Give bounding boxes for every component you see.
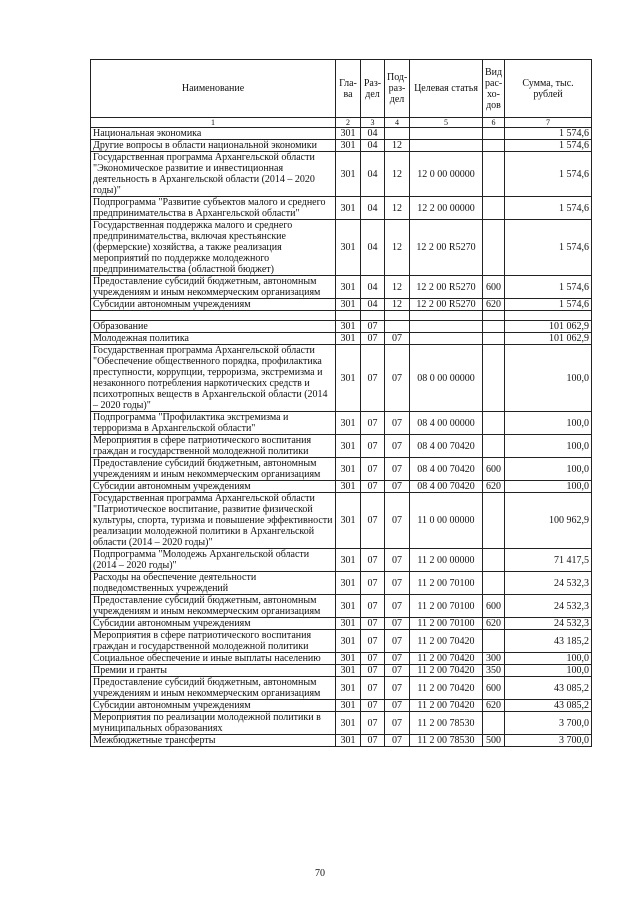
table-row xyxy=(91,321,592,333)
row-sum: 43 085,2 xyxy=(505,677,592,700)
table-row xyxy=(91,735,592,747)
row-sum: 100,0 xyxy=(505,345,592,412)
row-podrazdel xyxy=(385,128,410,140)
row-target xyxy=(410,128,483,140)
blank-cell xyxy=(361,311,385,321)
row-vid xyxy=(483,630,505,653)
row-sum: 100 962,9 xyxy=(505,493,592,549)
header-razdel: Раз-дел xyxy=(361,60,385,118)
row-target: 11 2 00 70100 xyxy=(410,572,483,595)
row-target: 11 2 00 70420 xyxy=(410,700,483,712)
row-razdel: 07 xyxy=(361,653,385,665)
row-sum: 101 062,9 xyxy=(505,321,592,333)
row-name: Другие вопросы в области национальной экономики xyxy=(91,140,336,152)
row-vid xyxy=(483,321,505,333)
table-row xyxy=(91,140,592,152)
row-name: Расходы на обеспечение деятельности подведомственных учреждений xyxy=(91,572,336,595)
row-target: 12 2 00 00000 xyxy=(410,197,483,220)
row-sum: 101 062,9 xyxy=(505,333,592,345)
row-name: Премии и гранты xyxy=(91,665,336,677)
column-number-row xyxy=(91,118,592,128)
row-target: 12 0 00 00000 xyxy=(410,152,483,197)
row-podrazdel: 07 xyxy=(385,712,410,735)
row-razdel: 07 xyxy=(361,321,385,333)
row-glava: 301 xyxy=(336,152,361,197)
row-target xyxy=(410,140,483,152)
row-name: Субсидии автономным учреждениям xyxy=(91,481,336,493)
row-glava: 301 xyxy=(336,595,361,618)
table-row xyxy=(91,333,592,345)
row-sum: 1 574,6 xyxy=(505,276,592,299)
row-podrazdel: 12 xyxy=(385,299,410,311)
row-vid: 600 xyxy=(483,276,505,299)
row-razdel: 07 xyxy=(361,458,385,481)
row-razdel: 07 xyxy=(361,700,385,712)
row-glava: 301 xyxy=(336,677,361,700)
table-row xyxy=(91,630,592,653)
row-name: Предоставление субсидий бюджетным, автономным учреждениям и иным некоммерческим организациям xyxy=(91,677,336,700)
row-target: 11 2 00 00000 xyxy=(410,549,483,572)
row-vid xyxy=(483,412,505,435)
budget-table xyxy=(90,59,592,747)
row-vid xyxy=(483,435,505,458)
row-target: 08 4 00 70420 xyxy=(410,458,483,481)
row-name: Молодежная политика xyxy=(91,333,336,345)
row-razdel: 07 xyxy=(361,345,385,412)
row-name: Социальное обеспечение и иные выплаты населению xyxy=(91,653,336,665)
row-sum: 1 574,6 xyxy=(505,299,592,311)
row-target: 08 4 00 70420 xyxy=(410,481,483,493)
row-name: Субсидии автономным учреждениям xyxy=(91,700,336,712)
row-target: 08 4 00 00000 xyxy=(410,412,483,435)
row-name: Государственная программа Архангельской области "Обеспечение общественного порядка, профилактика преступности, коррупции, терроризма, экстремизма и незаконного потребления наркотических средств и психотропных веществ в Архангельской области (2014 – 2020 годы)" xyxy=(91,345,336,412)
row-glava: 301 xyxy=(336,128,361,140)
row-glava: 301 xyxy=(336,276,361,299)
row-vid xyxy=(483,140,505,152)
row-podrazdel: 07 xyxy=(385,653,410,665)
row-vid xyxy=(483,572,505,595)
row-podrazdel: 07 xyxy=(385,549,410,572)
row-podrazdel: 12 xyxy=(385,152,410,197)
row-target xyxy=(410,333,483,345)
table-row xyxy=(91,197,592,220)
row-target: 11 2 00 78530 xyxy=(410,712,483,735)
col-number: 4 xyxy=(385,118,410,128)
row-name: Образование xyxy=(91,321,336,333)
row-razdel: 07 xyxy=(361,665,385,677)
row-glava: 301 xyxy=(336,700,361,712)
row-razdel: 04 xyxy=(361,299,385,311)
row-vid: 620 xyxy=(483,700,505,712)
row-vid: 500 xyxy=(483,735,505,747)
table-header-row xyxy=(91,60,592,118)
row-razdel: 04 xyxy=(361,140,385,152)
table-row xyxy=(91,152,592,197)
row-podrazdel: 07 xyxy=(385,333,410,345)
row-sum: 24 532,3 xyxy=(505,595,592,618)
row-podrazdel: 12 xyxy=(385,276,410,299)
row-vid xyxy=(483,345,505,412)
row-vid: 600 xyxy=(483,458,505,481)
row-razdel: 07 xyxy=(361,412,385,435)
row-sum: 43 085,2 xyxy=(505,700,592,712)
row-podrazdel xyxy=(385,321,410,333)
row-glava: 301 xyxy=(336,493,361,549)
row-glava: 301 xyxy=(336,630,361,653)
row-vid: 600 xyxy=(483,677,505,700)
row-vid: 620 xyxy=(483,299,505,311)
table-row xyxy=(91,299,592,311)
row-glava: 301 xyxy=(336,712,361,735)
row-vid xyxy=(483,152,505,197)
row-razdel: 07 xyxy=(361,630,385,653)
row-podrazdel: 07 xyxy=(385,630,410,653)
row-vid xyxy=(483,197,505,220)
row-razdel: 04 xyxy=(361,197,385,220)
row-vid: 350 xyxy=(483,665,505,677)
col-number: 6 xyxy=(483,118,505,128)
row-target: 11 2 00 70420 xyxy=(410,677,483,700)
row-name: Мероприятия в сфере патриотического воспитания граждан и государственной молодежной политики xyxy=(91,630,336,653)
row-vid xyxy=(483,712,505,735)
row-name: Предоставление субсидий бюджетным, автономным учреждениям и иным некоммерческим организациям xyxy=(91,458,336,481)
row-sum: 100,0 xyxy=(505,435,592,458)
row-glava: 301 xyxy=(336,220,361,276)
row-vid: 300 xyxy=(483,653,505,665)
row-razdel: 04 xyxy=(361,276,385,299)
row-podrazdel: 07 xyxy=(385,481,410,493)
row-glava: 301 xyxy=(336,197,361,220)
row-target: 11 2 00 70100 xyxy=(410,618,483,630)
row-razdel: 07 xyxy=(361,493,385,549)
blank-row xyxy=(91,311,592,321)
row-target: 11 0 00 00000 xyxy=(410,493,483,549)
row-glava: 301 xyxy=(336,435,361,458)
row-vid xyxy=(483,493,505,549)
row-sum: 100,0 xyxy=(505,481,592,493)
row-target: 12 2 00 R5270 xyxy=(410,220,483,276)
row-target: 11 2 00 70420 xyxy=(410,653,483,665)
row-sum: 24 532,3 xyxy=(505,618,592,630)
row-target: 08 4 00 70420 xyxy=(410,435,483,458)
row-podrazdel: 12 xyxy=(385,140,410,152)
row-target: 08 0 00 00000 xyxy=(410,345,483,412)
row-sum: 71 417,5 xyxy=(505,549,592,572)
row-target: 12 2 00 R5270 xyxy=(410,299,483,311)
col-number: 3 xyxy=(361,118,385,128)
header-podrazdel: Под-раз-дел xyxy=(385,60,410,118)
row-name: Подпрограмма "Развитие субъектов малого и среднего предпринимательства в Архангельской области" xyxy=(91,197,336,220)
row-podrazdel: 07 xyxy=(385,595,410,618)
row-glava: 301 xyxy=(336,321,361,333)
table-row xyxy=(91,435,592,458)
row-glava: 301 xyxy=(336,458,361,481)
page-number: 70 xyxy=(315,868,325,879)
header-name: Наименование xyxy=(91,60,336,118)
row-razdel: 07 xyxy=(361,549,385,572)
row-vid xyxy=(483,333,505,345)
row-podrazdel: 07 xyxy=(385,665,410,677)
row-sum: 3 700,0 xyxy=(505,735,592,747)
row-vid: 620 xyxy=(483,618,505,630)
row-glava: 301 xyxy=(336,653,361,665)
row-razdel: 04 xyxy=(361,220,385,276)
row-name: Подпрограмма "Молодежь Архангельской области (2014 – 2020 годы)" xyxy=(91,549,336,572)
row-podrazdel: 07 xyxy=(385,572,410,595)
row-razdel: 07 xyxy=(361,333,385,345)
blank-cell xyxy=(483,311,505,321)
row-glava: 301 xyxy=(336,345,361,412)
row-sum: 24 532,3 xyxy=(505,572,592,595)
table-body xyxy=(91,128,592,747)
row-podrazdel: 07 xyxy=(385,618,410,630)
row-razdel: 07 xyxy=(361,595,385,618)
row-glava: 301 xyxy=(336,333,361,345)
header-sum: Сумма, тыс. рублей xyxy=(505,60,592,118)
row-sum: 100,0 xyxy=(505,412,592,435)
row-sum: 1 574,6 xyxy=(505,152,592,197)
row-podrazdel: 07 xyxy=(385,412,410,435)
table-row xyxy=(91,712,592,735)
row-vid xyxy=(483,220,505,276)
row-vid: 600 xyxy=(483,595,505,618)
row-target: 12 2 00 R5270 xyxy=(410,276,483,299)
blank-cell xyxy=(410,311,483,321)
row-sum: 100,0 xyxy=(505,653,592,665)
table-row xyxy=(91,618,592,630)
row-glava: 301 xyxy=(336,665,361,677)
table-row xyxy=(91,572,592,595)
row-name: Предоставление субсидий бюджетным, автономным учреждениям и иным некоммерческим организациям xyxy=(91,276,336,299)
row-razdel: 04 xyxy=(361,128,385,140)
row-glava: 301 xyxy=(336,140,361,152)
row-razdel: 07 xyxy=(361,618,385,630)
row-glava: 301 xyxy=(336,412,361,435)
table-row xyxy=(91,220,592,276)
row-name: Государственная поддержка малого и среднего предпринимательства, включая крестьянские (фермерские) хозяйства, а также реализация мероприятий по поддержке молодежного предпринимательства (областной бюджет) xyxy=(91,220,336,276)
row-name: Межбюджетные трансферты xyxy=(91,735,336,747)
row-vid xyxy=(483,549,505,572)
blank-cell xyxy=(91,311,336,321)
row-sum: 100,0 xyxy=(505,665,592,677)
row-name: Государственная программа Архангельской области "Экономическое развитие и инвестиционная деятельность в Архангельской области (2014 – 2020 годы)" xyxy=(91,152,336,197)
row-target: 11 2 00 78530 xyxy=(410,735,483,747)
row-target: 11 2 00 70420 xyxy=(410,665,483,677)
row-name: Мероприятия в сфере патриотического воспитания граждан и государственной молодежной политики xyxy=(91,435,336,458)
row-vid xyxy=(483,128,505,140)
table-row xyxy=(91,493,592,549)
row-glava: 301 xyxy=(336,618,361,630)
row-podrazdel: 12 xyxy=(385,220,410,276)
table-row xyxy=(91,458,592,481)
blank-cell xyxy=(385,311,410,321)
row-glava: 301 xyxy=(336,481,361,493)
row-sum: 43 185,2 xyxy=(505,630,592,653)
row-sum: 100,0 xyxy=(505,458,592,481)
row-sum: 3 700,0 xyxy=(505,712,592,735)
row-name: Государственная программа Архангельской области "Патриотическое воспитание, развитие физической культуры, спорта, туризма и повышение эффективности реализации молодежной политики в Архангельской области (2014 – 2020 годы)" xyxy=(91,493,336,549)
row-razdel: 07 xyxy=(361,481,385,493)
row-podrazdel: 07 xyxy=(385,458,410,481)
table-row xyxy=(91,653,592,665)
row-target: 11 2 00 70100 xyxy=(410,595,483,618)
row-sum: 1 574,6 xyxy=(505,197,592,220)
row-podrazdel: 07 xyxy=(385,493,410,549)
row-vid: 620 xyxy=(483,481,505,493)
header-target: Целевая статья xyxy=(410,60,483,118)
table-row xyxy=(91,481,592,493)
row-name: Предоставление субсидий бюджетным, автономным учреждениям и иным некоммерческим организациям xyxy=(91,595,336,618)
row-glava: 301 xyxy=(336,549,361,572)
row-sum: 1 574,6 xyxy=(505,220,592,276)
row-glava: 301 xyxy=(336,299,361,311)
row-razdel: 04 xyxy=(361,152,385,197)
table-row xyxy=(91,595,592,618)
col-number: 2 xyxy=(336,118,361,128)
row-name: Мероприятия по реализации молодежной политики в муниципальных образованиях xyxy=(91,712,336,735)
row-target: 11 2 00 70420 xyxy=(410,630,483,653)
row-podrazdel: 07 xyxy=(385,435,410,458)
header-glava: Гла-ва xyxy=(336,60,361,118)
header-vid: Вид рас-хо-дов xyxy=(483,60,505,118)
table-row xyxy=(91,128,592,140)
row-sum: 1 574,6 xyxy=(505,140,592,152)
table-row xyxy=(91,345,592,412)
row-name: Субсидии автономным учреждениям xyxy=(91,299,336,311)
row-target xyxy=(410,321,483,333)
row-podrazdel: 07 xyxy=(385,735,410,747)
table-row xyxy=(91,700,592,712)
row-sum: 1 574,6 xyxy=(505,128,592,140)
row-name: Подпрограмма "Профилактика экстремизма и терроризма в Архангельской области" xyxy=(91,412,336,435)
table-row xyxy=(91,665,592,677)
col-number: 1 xyxy=(91,118,336,128)
row-glava: 301 xyxy=(336,735,361,747)
table-row xyxy=(91,276,592,299)
row-razdel: 07 xyxy=(361,677,385,700)
col-number: 5 xyxy=(410,118,483,128)
blank-cell xyxy=(336,311,361,321)
col-number: 7 xyxy=(505,118,592,128)
row-podrazdel: 07 xyxy=(385,345,410,412)
row-name: Субсидии автономным учреждениям xyxy=(91,618,336,630)
row-glava: 301 xyxy=(336,572,361,595)
row-razdel: 07 xyxy=(361,435,385,458)
blank-cell xyxy=(505,311,592,321)
table-row xyxy=(91,549,592,572)
row-razdel: 07 xyxy=(361,735,385,747)
row-razdel: 07 xyxy=(361,572,385,595)
row-name: Национальная экономика xyxy=(91,128,336,140)
table-row xyxy=(91,412,592,435)
row-podrazdel: 07 xyxy=(385,677,410,700)
row-razdel: 07 xyxy=(361,712,385,735)
row-podrazdel: 07 xyxy=(385,700,410,712)
row-podrazdel: 12 xyxy=(385,197,410,220)
table-row xyxy=(91,677,592,700)
